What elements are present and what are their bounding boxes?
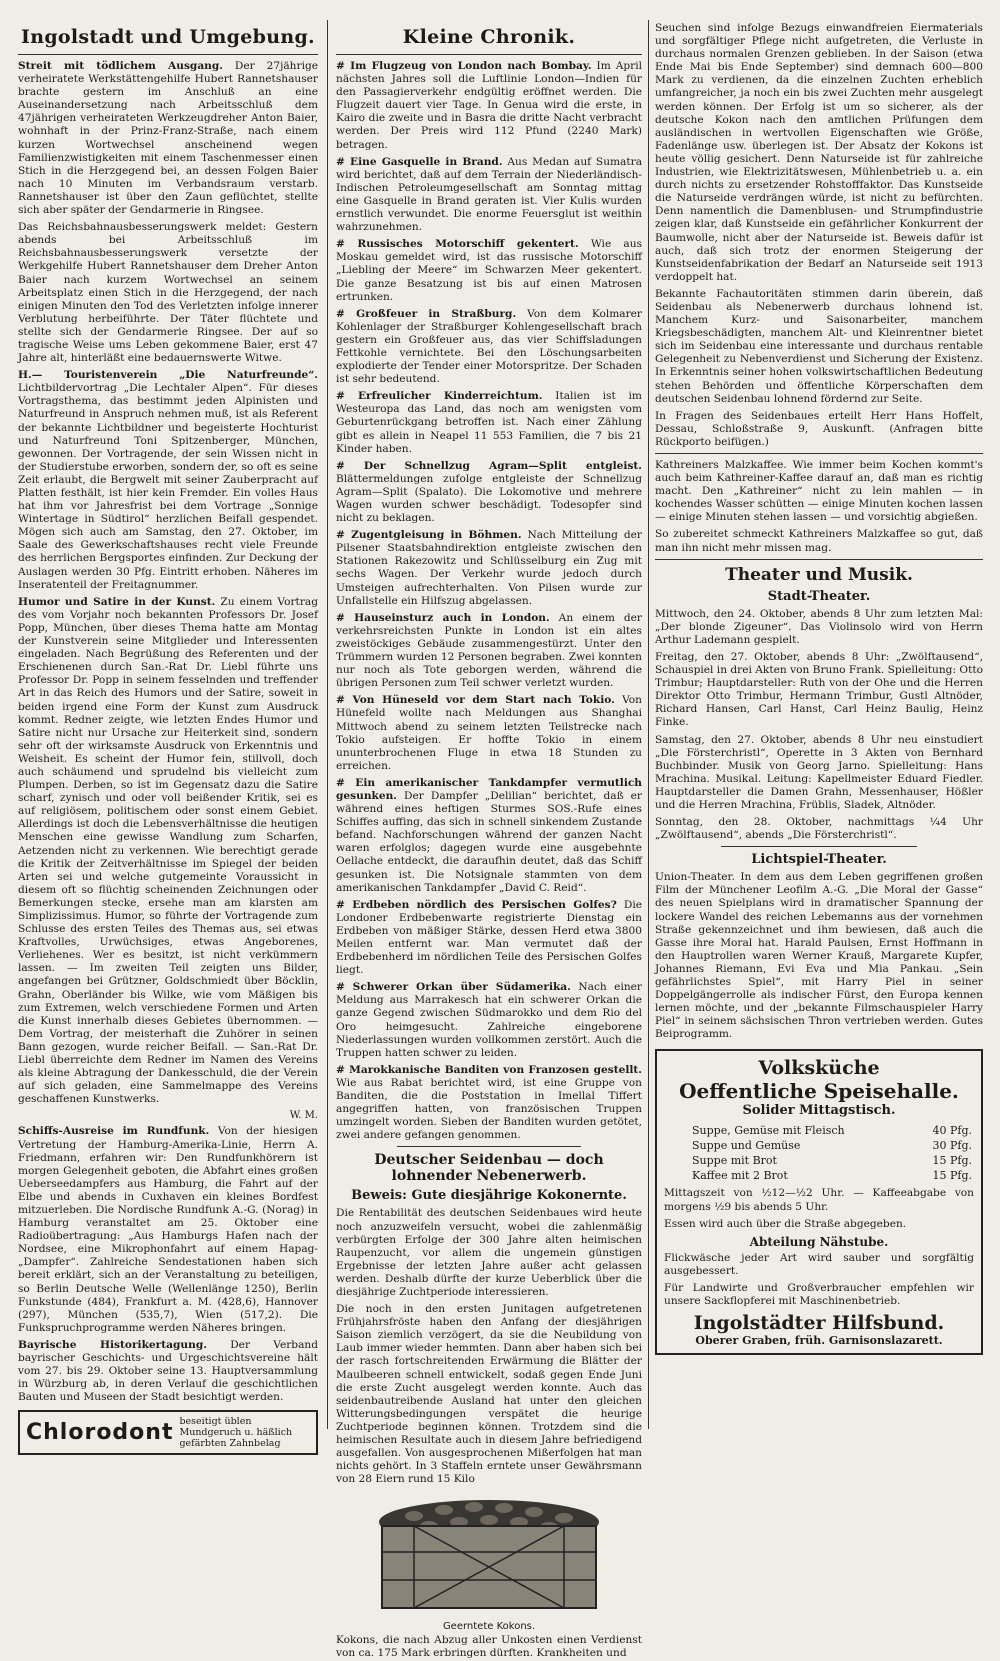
article	[336, 777, 642, 895]
ad-title: Deutscher Seidenbau — doch lohnender Nebenerwerb.	[374, 1152, 604, 1185]
article	[336, 390, 642, 455]
menu-price: 15 Pfg.	[932, 1154, 972, 1168]
ad-paragraph: Die Rentabilität des deutschen Seidenbaues wird heute noch anzuzweifeln versucht, wobei die zahlenmäßig verbürgten Erfolge der 300 Jahre alten heimischen Raupenzucht, vor allem die ungemein günstigen Ergebnisse der letzten Jahre außer acht gelassen werden. Deshalb dürfte der kurze Ueberblick über die diesjährige Zuchtperiode interessieren.	[336, 1207, 642, 1298]
volkskueche-ad	[655, 1049, 983, 1355]
divider	[18, 54, 318, 55]
article-body: W. M.	[289, 1110, 318, 1122]
article-headline: # Im Flugzeug von London nach Bombay.	[336, 60, 592, 72]
menu-row	[664, 1153, 974, 1168]
ad-subtitle: Beweis: Gute diesjährige Kokonernte.	[351, 1188, 627, 1204]
menu-row	[664, 1138, 974, 1153]
article-body: Nach Mitteilung der Pilsener Staatsbahndirektion entgleiste zwischen den Stationen Rakezowitz und Schlüsselburg ein Zug mit sechs Wagen. Der Verkehr wurde jedoch durch Umsteigen aufrechterhalten. Von Pilsen wurde zur Unfallstelle ein Hilfszug abgelassen.	[336, 529, 642, 607]
article-headline: # Zugentgleisung in Böhmen.	[336, 529, 522, 542]
continued-paragraph: Seuchen sind infolge Bezugs einwandfreien Eiermaterials und sorgfältiger Pflege nicht aufgetreten, die Verluste in durchaus normalen Grenzen geblieben. In der Saison (etwa Ende Mai bis Ende September) sind demnach 600—800 Mark zu verdienen, da die einzelnen Zuchten erheblich umfangreicher, ja noch ein bis zwei Zuchten mehr ausgelegt werden können. Der Erfolg ist um so sicherer, als der deutsche Kokon nach den amtlichen Prüfungen dem ausländischen in wertvollen Eigenschaften wie Größe, Fadenlänge usw. überlegen ist. Der Absatz der Kokons ist heute völlig gesichert. Denn Naturseide ist für zahlreiche Industrien, wie Elektrizitätswesen, Mühlenbetrieb u. a. ein durch nichts zu ersetzender Rohstofffaktor. Das Kunstseide die Naturseide verdrängen würde, ist nicht zu befürchten. Denn namentlich die Damenblusen- und Strumpfindustrie zeigen klar, daß Kunstseide ein gefährlicher Konkurrent der Baumwolle, nicht aber der Naturseide ist. Beweis dafür ist auch, daß sich trotz der enormen Steigerung der Kunstseidenfabrikation der Bedarf an Naturseide seit 1913 verdoppelt hat.	[655, 22, 983, 283]
ad-paragraph: Die noch in den ersten Junitagen aufgetretenen Frühjahrsfröste haben den Anfang der diesjährigen Saison ziemlich verzögert, da sie die Neubildung von Laub immer wieder hemmten. Dann aber haben sich bei der rasch fortschreitenden Erwärmung die Blätter der Maulbeeren schnell entwickelt, sodaß gegen Ende Juni die erste Zucht ausgelegt werden konnte. Auch das seidenbautreibende Ausland hat unter den gleichen Witterungsbedingungen verspätet die heurige Zuchtperiode beginnen können. Trotzdem sind die heimischen Resultate auch in diesem Jahre befriedigend ausgefallen. Von ausgesprochenen Mißerfolgen hat man nichts gehört. In 3 Staffeln erntete unser Gewährsmann von 28 Eiern rund 15 Kilo	[336, 1303, 642, 1486]
article-headline: # Hauseinsturz auch in London.	[336, 611, 550, 624]
column-local-news	[18, 22, 319, 1450]
article-body: Der 27jährige verheiratete Werkstättengehilfe Hubert Rannetshauser brachte gestern im Anschluß an eine Auseinandersetzung nach Arbeitsschluß dem 47jährigen verheirateten Werkzeugdreher Anton Baier, wohnhaft in der Prinz-Franz-Straße, nach einem kurzen Wortwechsel anscheinend wegen Familienzwistigkeiten mit einem Taschenmesser einen Stich in die Herzgegend bei, an dessen Folgen Baier nach 10 Minuten im Verbandsraum verstarb. Rannetshauser ist über den Zaun geflüchtet, stellte sich aber später der Gendarmerie in Ringsee.	[18, 60, 319, 217]
article-headline: # Russisches Motorschiff gekentert.	[336, 238, 579, 251]
article-body: Das Reichsbahnausbesserungswerk meldet: Gestern abends bei Arbeitsschluß im Reichsbahnausbesserungswerk versetzte der Werkgehilfe Hubert Rannetshauser dem Dreher Anton Baier nach kurzem Wortwechsel an seinem Arbeitsplatz einen Stich in die Herzgegend, der nach einigen Minuten den Tod des Verletzten infolge innerer Verblutung herbeiführte. Der Täter flüchtete und stellte sich der Gendarmerie Ringsee. Der auf so tragische Weise ums Leben gekommene Baier, erst 47 Jahre alt, hinterläßt eine bedauernswerte Witwe.	[18, 221, 318, 365]
article-headline: # Schwerer Orkan über Südamerika.	[336, 981, 571, 994]
article-body: Im April nächsten Jahres soll die Luftlinie London—Indien für den Passagierverkehr endgültig eröffnet werden. Die Flugzeit dauert vier Tage. In Genua wird die erste, in Kairo die zweite und in Basra die dritte Nacht verbracht werden. Der Preis wird 112 Pfund (2240 Mark) betragen.	[336, 60, 642, 151]
divider	[397, 1146, 581, 1147]
article-body: Von dem Kolmarer Kohlenlager der Straßburger Kohlengesellschaft brach gestern ein Großfeuer aus, das vier Schiffsladungen Fettkohle vernichtete. Bei den Löschungsarbeiten explodierte der Tender einer Motorspritze. Der Schaden ist sehr bedeutend.	[336, 307, 642, 386]
theater-listing: Sonntag, den 28. Oktober, nachmittags ¼4 Uhr „Zwölftausend“, abends „Die Försterchristl“.	[655, 816, 983, 842]
article-headline: Humor und Satire in der Kunst.	[18, 595, 216, 608]
column-culture	[655, 22, 983, 1427]
article	[336, 60, 642, 152]
ad-slogan: beseitigt üblen Mundgeruch u. häßlich gefärbten Zahnbelag	[179, 1416, 293, 1450]
divider	[655, 453, 983, 454]
subsection-heading: Lichtspiel-Theater.	[751, 852, 887, 868]
continued-paragraph: Bekannte Fachautoritäten stimmen darin überein, daß Seidenbau als Nebenerwerb durchaus lohnend ist. Manchem Kurz- und Saisonarbeiter, manchem Kriegsbeschädigten, manchem Alt- und Kleinrentner bietet sich im Seidenbau eine interessante und durchaus rentable Gelegenheit zu Nebenverdienst und Sicherung der Existenz. In Erkenntnis seiner hohen volkswirtschaftlichen Bedeutung stehen Behörden und öffentliche Körperschaften dem deutschen Seidenbau lohnend fördernd zur Seite.	[655, 287, 983, 405]
article-list	[18, 60, 318, 1404]
menu-row	[664, 1168, 974, 1183]
column-chronicle	[336, 22, 643, 1660]
article-body: Von Hünefeld wollte nach Meldungen aus Shanghai Mittwoch abend zu seinem letzten Teilstrecke nach Tokio aufsteigen. Er hoffte Tokio in einem ununterbrochenen Fluge in etwa 18 Stunden zu erreichen.	[336, 694, 642, 772]
article-headline: # Ein amerikanischer Tankdampfer vermutlich gesunken.	[336, 776, 642, 802]
menu-table	[664, 1123, 974, 1183]
menu-price: 30 Pfg.	[932, 1139, 972, 1153]
chlorodont-ad	[18, 1410, 318, 1455]
article-body: Lichtbildervortrag „Die Lechtaler Alpen“. Für dieses Vortragsthema, das bestimmt jeden Alpinisten und Naturfreund in Anspruch nehmen muß, ist als Referent der bekannte Lichtbildner und begeisterte Hochturist und Naturfreund Toni Spitzenberger, München, gewonnen. Der Vortragende, der sein Wissen nicht in der Studierstube erworben, sondern der, so oft es seine Zeit erlaubt, die Bergwelt mit seiner Zauberpracht auf Platten festhält, ist hier kein Fremder. Ein volles Haus hat ihm vor Jahresfrist bei dem Vortrage „Sonnige Wintertage in Südtirol“ herzlichen Beifall gespendet. Mögen sich auch am Samstag, den 27. Oktober, im Saale des Gewerkschaftshauses recht viele Freunde des herrlichen Bergsportes einfinden. Zur Deckung der Auslagen werden 30 Pfg. Eintritt erhoben. Näheres im Inseratenteil der Freitagnummer.	[18, 382, 318, 591]
article	[18, 596, 318, 1107]
crate-illustration	[364, 1492, 614, 1617]
article-headline: Schiffs-Ausreise im Rundfunk.	[18, 1125, 210, 1138]
menu-item: Suppe, Gemüse mit Fleisch	[692, 1124, 845, 1138]
article-headline: # Großfeuer in Straßburg.	[336, 307, 517, 320]
article	[336, 1064, 642, 1143]
divider	[336, 54, 642, 55]
article	[336, 612, 642, 691]
article-headline: # Erfreulicher Kinderreichtum.	[336, 390, 543, 403]
ad-paragraph: Kokons, die nach Abzug aller Unkosten einen Verdienst von ca. 175 Mark erbringen dürften. Krankheiten und	[336, 1634, 642, 1660]
article-headline: # Marokkanische Banditen von Franzosen gestellt.	[336, 1063, 642, 1076]
kathreiner-notice: Kathreiners Malzkaffee. Wie immer beim Kochen kommt's auch beim Kathreiner-Kaffee darauf an, daß man es richtig macht. Den „Kathreiner“ nicht zu lein mahlen — in kochendes Wasser schütten — einige Minuten kochen lassen — einige Minuten stehen lassen — und vorsichtig abgießen.	[655, 459, 983, 524]
cinema-listing: Union-Theater. In dem aus dem Leben gegriffenen großen Film der Münchener Leofilm A.-G. „Die Moral der Gasse“ des neuen Spielplans wird in dramatischer Spannung der lockere Wandel des reichen Lebemanns aus der vornehmen Straße gekennzeichnet und ihm bewiesen, daß auch die Gasse ihre Moral hat. Harald Paulsen, Ernst Hoffmann in den Hauptrollen waren Werner Krauß, Margarete Kupfer, Johannes Riemann, Evi Eva und Mia Pankau. „Sein gefährlichstes Spiel“, mit Harry Piel in seiner Doppelgängerrolle als indischer Fürst, den Europa kennen lernen möchte, und der „bekannte Filmschauspieler Harry Piel“ in seinem sächsischen Thron vertrieben werden. Gutes Beiprogramm.	[655, 871, 983, 1041]
article	[336, 529, 642, 608]
continued-paragraph: In Fragen des Seidenbaues erteilt Herr Hans Hoffelt, Dessau, Schloßstraße 9, Auskunft. (Anfragen bitte Rückporto beifügen.)	[655, 409, 983, 448]
article-headline: H.— Touristenverein „Die Naturfreunde“.	[18, 369, 318, 382]
theater-listing: Mittwoch, den 24. Oktober, abends 8 Uhr zum letzten Mal: „Der blonde Zigeuner“. Das Violinsolo wird von Herrn Arthur Lademann gespielt.	[655, 607, 983, 646]
article	[18, 1125, 318, 1335]
article-body: Aus Medan auf Sumatra wird berichtet, daß auf dem Terrain der Niederländisch-Indischen Petroleumgesellschaft am Sonntag mittag eine Gasquelle in Brand geraten ist. Vier Kulis wurden ernstlich verwundet. Die enorme Feuersglut ist weithin wahrzunehmen.	[336, 155, 643, 234]
cocoon-crate-image	[364, 1492, 614, 1632]
ad-brand: Chlorodont	[26, 1420, 174, 1446]
ad-title: Oeffentliche Speisehalle.	[679, 1079, 959, 1104]
ad-footer-title: Ingolstädter Hilfsbund.	[693, 1312, 945, 1335]
ad-footer-address: Oberer Graben, früh. Garnisonslazarett.	[695, 1334, 943, 1348]
section-heading: Abteilung Nähstube.	[749, 1234, 889, 1249]
article-body: An einem der verkehrsreichsten Punkte in London ist ein altes zweistöckiges Gebäude zusammengestürzt. Unter den Trümmern wurden 12 Personen begraben. Zwei konnten nur noch als Tote geborgen werden, während die übrigen Personen zum Teil schwer verletzt wurden.	[336, 611, 642, 690]
theater-listing: Samstag, den 27. Oktober, abends 8 Uhr neu einstudiert „Die Försterchristl“, Operette in 3 Akten von Bernhard Buchbinder. Musik von Georg Jarno. Spielleitung: Hans Mrachina. Musikal. Leitung: Kapellmeister Eduard Fiedler. Hauptdarsteller die Damen Grahn, Messenhauser, Hößler und die Herren Mrachina, Früblis, Sladek, Altnöder.	[655, 733, 983, 811]
kathreiner-notice: So zubereitet schmeckt Kathreiners Malzkaffee so gut, daß man ihn nicht mehr missen mag.	[655, 528, 983, 554]
article-headline: Bayrische Historikertagung.	[18, 1338, 207, 1351]
article-body: Von der hiesigen Vertretung der Hamburg-Amerika-Linie, Herrn A. Friedmann, erfahren wir: Den Rundfunkhörern ist morgen Gelegenheit geboten, die Abfahrt eines großen Ueberseedampfers aus Hamburg, die Fahrt auf der Elbe und abends in Cuxhaven ein kleines Bordfest mitzuerleben. Die Nordische Rundfunk A.-G. (Norag) in Hamburg veranstaltet am 25. Oktober eine Radioübertragung: „Aus Hamburgs Hafen nach der Nordsee, eine Mikrophonfahrt auf einem Hapag-„Dampfer“. Zahlreiche Sendestationen haben sich bereit erklärt, sich an der Veranstaltung zu beteiligen, so Berlin Deutsche Welle (Wellenlänge 1250), Berlin Funkstunde (484), Frankfurt a. M. (428,6), Hannover (297), München (535,7), Wien (517,2). Die Funkspruchprogramme werden Näheres bringen.	[18, 1125, 318, 1334]
menu-item: Suppe und Gemüse	[692, 1139, 801, 1153]
section-heading: Kleine Chronik.	[402, 26, 576, 48]
article	[336, 156, 642, 235]
opening-hours: Mittagszeit von ½12—½2 Uhr. — Kaffeeabgabe von morgens ½9 bis abends 5 Uhr.	[664, 1187, 974, 1213]
ad-text: Flickwäsche jeder Art wird sauber und sorgfältig ausgebessert.	[664, 1251, 974, 1277]
article-headline: # Eine Gasquelle in Brand.	[336, 155, 503, 168]
article-headline: # Von Hüneseld vor dem Start nach Tokio.	[336, 694, 615, 707]
article-headline: # Der Schnellzug Agram—Split entgleist.	[336, 459, 642, 472]
article	[18, 1339, 318, 1404]
image-caption: Geerntete Kokons.	[442, 1621, 536, 1633]
article	[18, 369, 318, 592]
article-body: Blättermeldungen zufolge entgleiste der Schnellzug Agram—Split (Spalato). Die Lokomotive und mehrere Wagen wurden schwer beschädigt. Todesopfer sind nicht zu beklagen.	[336, 472, 642, 525]
article	[336, 308, 642, 387]
article	[18, 60, 318, 217]
article-body: Der Verband bayrischer Geschichts- und Urgeschichtsvereine hält vom 27. bis 29. Oktober seine 13. Hauptversammlung in Würzburg ab, in deren Verlauf die geschichtlichen Bauten und Museen der Stadt besichtigt werden.	[18, 1338, 318, 1404]
article-body: Zu einem Vortrag des vom Vorjahr noch bekannten Professors Dr. Josef Popp, München, über dieses Thema hatte am Montag der Kunstverein seine Mitglieder und Interessenten eingeladen. Nach Begrüßung des Referenten und der Erschienenen durch San.-Rat Dr. Liebl führte uns Professor Dr. Popp in seinem fesselnden und treffender Art in das Reich des Humors und der Satire, soweit in beiden irgend eine Form der Kunst zum Ausdruck kommt. Redner zeigte, wie letzten Endes Humor und Satire nicht nur Ursache zur Heiterkeit sind, sondern sehr oft der wirksamste Ausdruck von Erkenntnis und Weisheit. Es scheint der Humor fein, stillvoll, doch auch schäumend und sprudelnd bis vielleicht zum Plumpen. Derben, so ist im Gegensatz dazu die Satire scharf, zynisch und oder voll beißender Kritik, sei es auf religiösem, politischem oder sonst einem Gebiet. Allerdings ist doch die Lebensverhältnisse die heutigen Menschen eine gewisse Wandlung zum Scharfen, Aetzenden nicht zu verkennen. Wie berechtigt gerade die Kritik der Zeitverhältnisse im Spiegel der beiden Arten sei und welche gutgemeinte Voraussicht in diesem oft so flüchtig scheinenden Zeichnungen oder Bemerkungen stecke, ersehe man am klarsten am Simplizissimus. Humor, so führte der Vortragende zum Schlusse des ersten Teiles des Themas aus, sei etwas Kraftvolles, Urwüchsiges, etwas Angeborenes, Verliehenes. Wer es besitzt, ist nicht verkümmern lassen. — Im zweiten Teil zeigten uns Bilder, angefangen bei Grützner, Goldschmiedt über Böcklin, Grahn, Oberländer bis Wilke, wie vom Mäßigen bis zum Extremen, welch verschiedene Formen und Arten die Kunst innerhalb dieses Gebietes übernommen. — Dem Vortrag, der meisterhaft die Zuhörer in seinen Bann gezogen, wurde reicher Beifall. — San.-Rat Dr. Liebl überreichte dem Redner im Namen des Vereins als kleine Abtragung der Dankesschuld, die der Verein auf sich geladen, eine Sammelmappe des Vereins geschaffenen Kunstwerks.	[18, 595, 318, 1106]
article	[336, 899, 642, 978]
article	[336, 694, 642, 773]
article-body: Der Dampfer „Delilian“ berichtet, daß er während eines heftigen Sturmes SOS.-Rufe eines Schiffes auffing, das sich in schnell sinkendem Zustande befand. Nachforschungen während der ganzen Nacht waren erfolglos; dagegen wurde eine ausgebehnte Oellache entdeckt, die daraufhin deutet, daß das Schiff gesunken ist. Die Notsignale stammten von dem amerikanischen Tankdampfer „David C. Reid“.	[336, 789, 642, 894]
section-heading: Theater und Musik.	[725, 564, 913, 585]
column-rule	[327, 20, 328, 1429]
article-body: Wie aus Moskau gemeldet wird, ist das russische Motorschiff „Liebling der Meere“ im Schwarzen Meer gekentert. Die ganze Besatzung ist bis auf einen Matrosen ertrunken.	[336, 238, 642, 303]
article-signature	[18, 1110, 318, 1121]
takeaway-note: Essen wird auch über die Straße abgegeben.	[664, 1217, 907, 1230]
menu-item: Suppe mit Brot	[692, 1154, 777, 1168]
article	[336, 460, 642, 525]
ad-title: Volksküche	[758, 1057, 880, 1080]
article	[18, 221, 318, 365]
ad-text: Für Landwirte und Großverbraucher empfehlen wir unsere Sackflopferei mit Maschinenbetrieb.	[664, 1281, 974, 1308]
article-list	[336, 60, 642, 1142]
menu-price: 15 Pfg.	[932, 1169, 972, 1183]
article-body: Nach einer Meldung aus Marrakesch hat ein schwerer Orkan die ganze Gegend zwischen Südmarokko und dem Rio del Oro heimgesucht. Zahlreiche eingeborene Niederlassungen wurden vollkommen zerstört. Auch die Truppen hatten schwer zu leiden.	[336, 981, 642, 1059]
divider	[655, 559, 983, 560]
article-body: Die Londoner Erdbebenwarte registrierte Dienstag ein Erdbeben von mäßiger Stärke, dessen Herd etwa 3800 Meilen entfernt war. Man vermutet daß der Erdbebenherd im nördlichen Teile des Persischen Golfes liegt.	[336, 898, 642, 977]
theater-listing: Freitag, den 27. Oktober, abends 8 Uhr: „Zwölftausend“, Schauspiel in drei Akten von Bruno Frank. Spielleitung: Otto Trimbur; Hauptdarsteller: Ruth von der Ohe und die Herren Direktor Otto Trimbur, Hermann Trimbur, Gustl Altnöder, Richard Hansen, Carl Hanst, Carl Heinz Baulig, Heinz Finke.	[655, 650, 983, 729]
menu-price: 40 Pfg.	[932, 1124, 972, 1138]
menu-row	[664, 1123, 974, 1138]
article	[336, 981, 642, 1060]
ad-subtitle: Solider Mittagstisch.	[742, 1103, 896, 1119]
menu-item: Kaffee mit 2 Brot	[692, 1169, 788, 1183]
column-rule	[648, 20, 649, 1429]
silk-ad	[336, 1152, 642, 1660]
article	[336, 238, 642, 303]
divider	[721, 846, 918, 847]
section-heading: Ingolstadt und Umgebung.	[21, 26, 315, 48]
article-headline: Streit mit tödlichem Ausgang.	[18, 60, 223, 72]
article-headline: # Erdbeben nördlich des Persischen Golfes?	[336, 898, 617, 911]
subsection-heading: Stadt-Theater.	[767, 588, 871, 604]
article-body: Italien ist im Westeuropa das Land, das noch am wenigsten vom Geburtenrückgang betroffen ist. Nach einer Zählung gibt es allein in Neapel 11 553 Familien, die 7 bis 21 Kinder haben.	[336, 390, 642, 455]
article-body: Wie aus Rabat berichtet wird, ist eine Gruppe von Banditen, die die Poststation in Imellal Tiffert angegriffen hatten, von französischen Truppen umzingelt worden. Sieben der Banditen wurden getötet, zwei andere gefangen genommen.	[336, 1076, 642, 1142]
